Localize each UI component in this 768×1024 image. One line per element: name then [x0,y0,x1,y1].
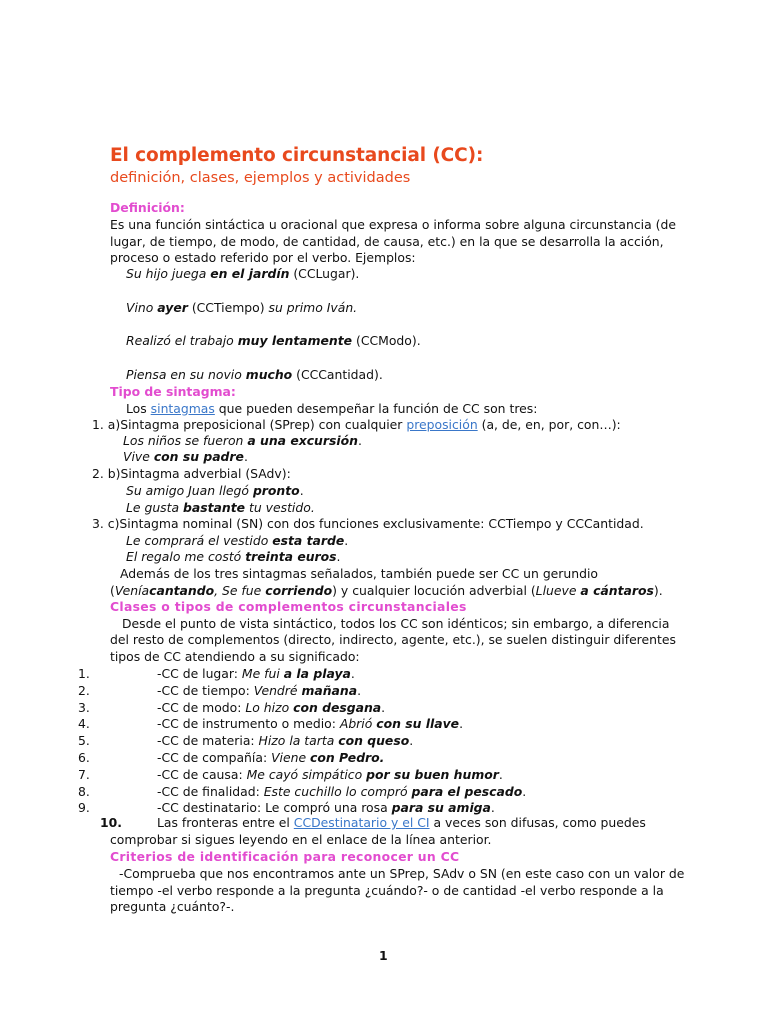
list-item-number: 7. [78,767,90,782]
list-item-number: 3. [78,700,90,715]
preposicion-link[interactable]: preposición [406,417,478,432]
list-item-10-text: Las fronteras entre el CCDestinatario y el CI a veces son difusas, como puedes [157,815,646,830]
paragraph-line: tipos de CC atendiendo a su significado: [110,649,360,664]
paragraph-line: comprobar si sigues leyendo en el enlace de la línea anterior. [110,832,492,847]
list-item-number: 4. [78,716,90,731]
list-item: -CC de causa: Me cayó simpático por su buen humor. [157,767,503,782]
tipo-heading: Tipo de sintagma: [110,384,236,399]
definition-line: Es una función sintáctica u oracional que expresa o informa sobre alguna circunstancia (de [110,217,676,232]
list-item-number: 1. [78,666,90,681]
list-item: -CC destinatario: Le compró una rosa para su amiga. [157,800,495,815]
list-item: -CC de lugar: Me fui a la playa. [157,666,355,681]
list-item: -CC de materia: Hizo la tarta con queso. [157,733,414,748]
example-line: Vive con su padre. [123,449,248,464]
example-line: Los niños se fueron a una excursión. [123,433,362,448]
paragraph-line: pregunta ¿cuánto?-. [110,899,235,914]
list-item: 2. b)Sintagma adverbial (SAdv): [92,466,291,481]
paragraph-line: Desde el punto de vista sintáctico, todos los CC son idénticos; sin embargo, a diferencia [122,616,670,631]
definition-line: lugar, de tiempo, de modo, de cantidad, de causa, etc.) en la que se desarrolla la acción, [110,234,664,249]
clases-heading: Clases o tipos de complementos circunstanciales [110,599,467,614]
paragraph-line: -Comprueba que nos encontramos ante un SPrep, SAdv o SN (en este caso con un valor de [119,866,685,881]
example-line: Realizó el trabajo muy lentamente (CCModo). [126,333,421,348]
example-line: Su hijo juega en el jardín (CCLugar). [126,266,360,281]
gerund-line: Además de los tres sintagmas señalados, también puede ser CC un gerundio [120,566,598,581]
example-line: Le comprará el vestido esta tarde. [126,533,349,548]
list-item: 1. a)Sintagma preposicional (SPrep) con cualquier preposición (a, de, en, por, con…): [92,417,621,432]
page-subtitle: definición, clases, ejemplos y actividades [110,170,411,186]
list-item-number: 5. [78,733,90,748]
example-line: El regalo me costó treinta euros. [126,549,341,564]
list-item: -CC de finalidad: Este cuchillo lo compró para el pescado. [157,784,527,799]
example-line: Piensa en su novio mucho (CCCantidad). [126,367,383,382]
page-number: 1 [379,948,388,963]
list-item: 3. c)Sintagma nominal (SN) con dos funciones exclusivamente: CCTiempo y CCCantidad. [92,516,644,531]
page-title: El complemento circunstancial (CC): [110,145,484,166]
list-item: -CC de instrumento o medio: Abrió con su llave. [157,716,464,731]
sintagmas-link[interactable]: sintagmas [150,401,215,416]
list-item: -CC de compañía: Viene con Pedro. [157,750,385,765]
paragraph-line: tiempo -el verbo responde a la pregunta ¿cuándo?- o de cantidad -el verbo responde a la [110,883,664,898]
criterios-heading: Criterios de identificación para reconocer un CC [110,849,460,864]
example-line: Vino ayer (CCTiempo) su primo Iván. [126,300,358,315]
list-item: -CC de tiempo: Vendré mañana. [157,683,362,698]
tipo-intro: Los sintagmas que pueden desempeñar la función de CC son tres: [126,401,538,416]
gerund-line: (Veníacantando, Se fue corriendo) y cualquier locución adverbial (Llueve a cántaros). [110,583,663,598]
list-item-number: 2. [78,683,90,698]
list-item-10: 10. [100,815,122,830]
ccdestinatario-link[interactable]: CCDestinatario y el CI [293,815,430,830]
definition-line: proceso o estado referido por el verbo. Ejemplos: [110,250,416,265]
definition-heading: Definición: [110,200,185,215]
paragraph-line: del resto de complementos (directo, indirecto, agente, etc.), se suelen distinguir diferentes [110,632,676,647]
list-item: -CC de modo: Lo hizo con desgana. [157,700,386,715]
list-item-number: 9. [78,800,90,815]
list-item-number: 6. [78,750,90,765]
example-line: Le gusta bastante tu vestido. [126,500,315,515]
list-item-number: 8. [78,784,90,799]
example-line: Su amigo Juan llegó pronto. [126,483,304,498]
